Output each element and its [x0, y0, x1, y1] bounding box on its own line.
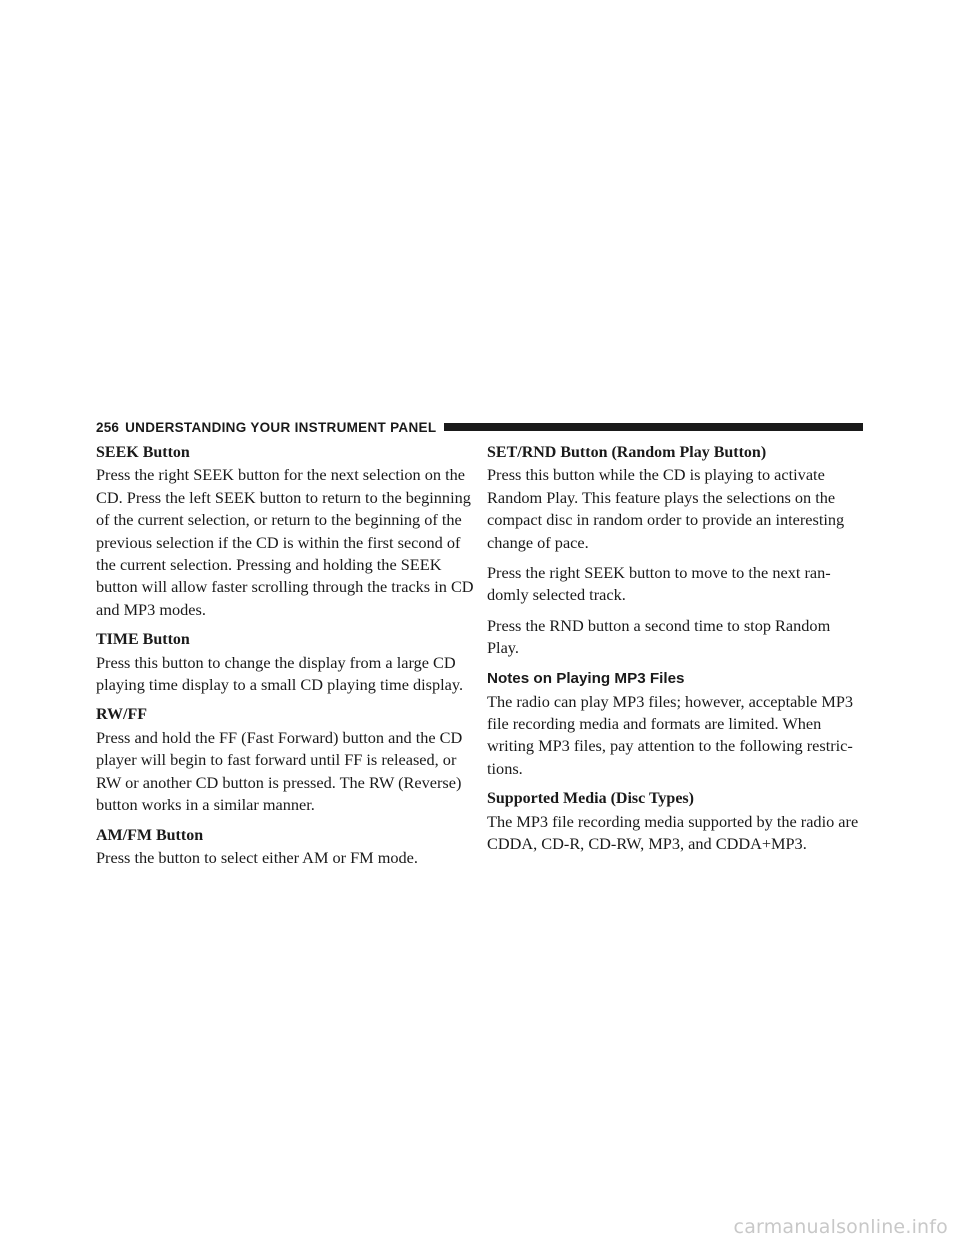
rw-ff-text: Press and hold the FF (Fast Forward) button and the CD player will begin to fast forward until FF is released, or RW or another CD button is pressed. The RW (Reverse) button works in a similar manner.	[96, 727, 463, 815]
seek-button-section	[96, 442, 474, 621]
supported-media-heading: Supported Media (Disc Types)	[487, 790, 694, 808]
set-rnd-paragraph: Press this button while the CD is playing to activate Random Play. This feature plays the selections on the compact disc in random order to provide an interesting change of pace.	[487, 465, 845, 552]
supported-media-section	[487, 788, 865, 855]
mp3-notes-text: The radio can play MP3 files; however, acceptable MP3 file recording media and formats are limited. When writing MP3 files, pay attention to the following restric-tions.	[487, 691, 854, 778]
header-rule	[444, 423, 863, 431]
section-title: UNDERSTANDING YOUR INSTRUMENT PANEL	[125, 419, 437, 435]
right-column	[487, 442, 865, 864]
set-rnd-paragraph: Press the right SEEK button to move to the next ran-domly selected track.	[487, 563, 831, 605]
set-rnd-heading: SET/RND Button (Random Play Button)	[487, 444, 767, 461]
seek-button-text: Press the right SEEK button for the next selection on the CD. Press the left SEEK button to return to the beginning of the current selection, or return to the beginning of the previous selection if the CD is within the first second of the current selection. Pressing and holding the SEEK button will allow faster scrolling through the tracks in CD and MP3 modes.	[96, 465, 474, 619]
time-button-text: Press this button to change the display from a large CD playing time display to a small CD playing time display.	[96, 652, 464, 695]
watermark-text: carmanualsonline.info	[733, 1216, 948, 1238]
seek-button-heading: SEEK Button	[96, 444, 190, 461]
rw-ff-heading: RW/FF	[96, 706, 147, 724]
mp3-notes-section	[487, 668, 865, 781]
mp3-notes-heading: Notes on Playing MP3 Files	[487, 669, 685, 687]
time-button-heading: TIME Button	[96, 631, 190, 649]
set-rnd-paragraph: Press the RND button a second time to stop Random Play.	[487, 615, 831, 658]
rw-ff-section	[96, 704, 474, 816]
page-number: 256	[96, 419, 120, 435]
set-rnd-section	[487, 442, 865, 660]
am-fm-button-section	[96, 825, 474, 870]
am-fm-button-heading: AM/FM Button	[96, 826, 204, 844]
time-button-section	[96, 629, 474, 696]
supported-media-text: The MP3 file recording media supported by the radio are CDDA, CD-R, CD-RW, MP3, and CDDA+MP3.	[487, 811, 859, 854]
left-column	[96, 442, 474, 877]
am-fm-button-text: Press the button to select either AM or FM mode.	[96, 847, 418, 867]
page-header	[96, 418, 863, 436]
